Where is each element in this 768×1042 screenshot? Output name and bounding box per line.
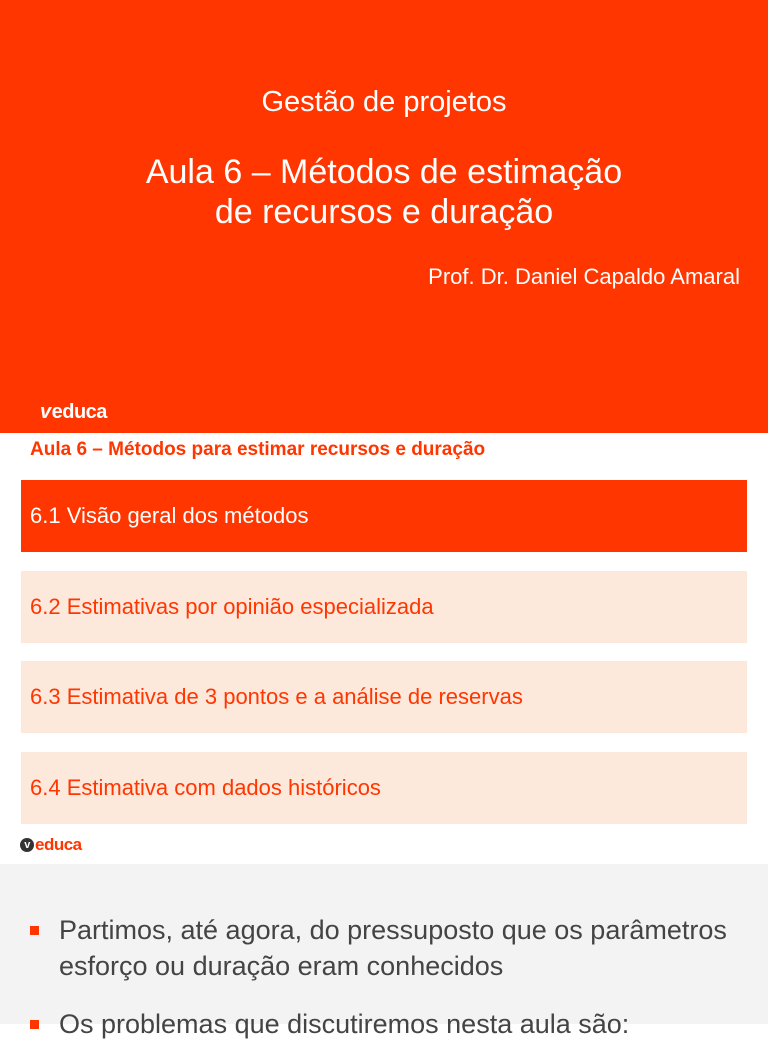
logo-text: educa (51, 401, 107, 423)
veduca-logo (20, 835, 82, 855)
lesson-title-line-2: de recursos e duração (214, 193, 554, 231)
bullet-text: Partimos, até agora, do pressuposto que os parâmetros esforço ou duração eram conhecidos (59, 915, 727, 981)
agenda-item-label: 6.2 Estimativas por opinião especializada (30, 594, 434, 619)
agenda-item-6-2 (21, 571, 747, 643)
agenda-header: Aula 6 – Métodos para estimar recursos e duração (30, 439, 486, 460)
title-slide (0, 0, 768, 433)
veduca-mark-icon: v (20, 838, 34, 852)
logo-text: educa (35, 835, 82, 854)
agenda-item-6-1 (21, 480, 747, 552)
course-title: Gestão de projetos (261, 86, 507, 118)
agenda-item-label: 6.3 Estimativa de 3 pontos e a análise de reservas (30, 684, 523, 709)
bullet-item (30, 912, 750, 984)
agenda-item-label: 6.4 Estimativa com dados históricos (30, 775, 381, 800)
agenda-item-label: 6.1 Visão geral dos métodos (30, 503, 309, 528)
bullet-item (30, 1006, 750, 1042)
bullet-text: Os problemas que discutiremos nesta aula são: (59, 1009, 630, 1039)
author-name: Prof. Dr. Daniel Capaldo Amaral (428, 264, 740, 289)
veduca-mark-icon: v (40, 401, 51, 423)
content-slide (0, 864, 768, 1039)
veduca-logo (40, 401, 107, 424)
agenda-slide (0, 433, 768, 864)
bullet-square-icon (30, 926, 39, 935)
bullet-square-icon (30, 1020, 39, 1029)
agenda-item-6-3 (21, 661, 747, 733)
lesson-title-line-1: Aula 6 – Métodos de estimação (145, 153, 623, 191)
agenda-item-6-4 (21, 752, 747, 824)
lesson-title (0, 152, 768, 232)
